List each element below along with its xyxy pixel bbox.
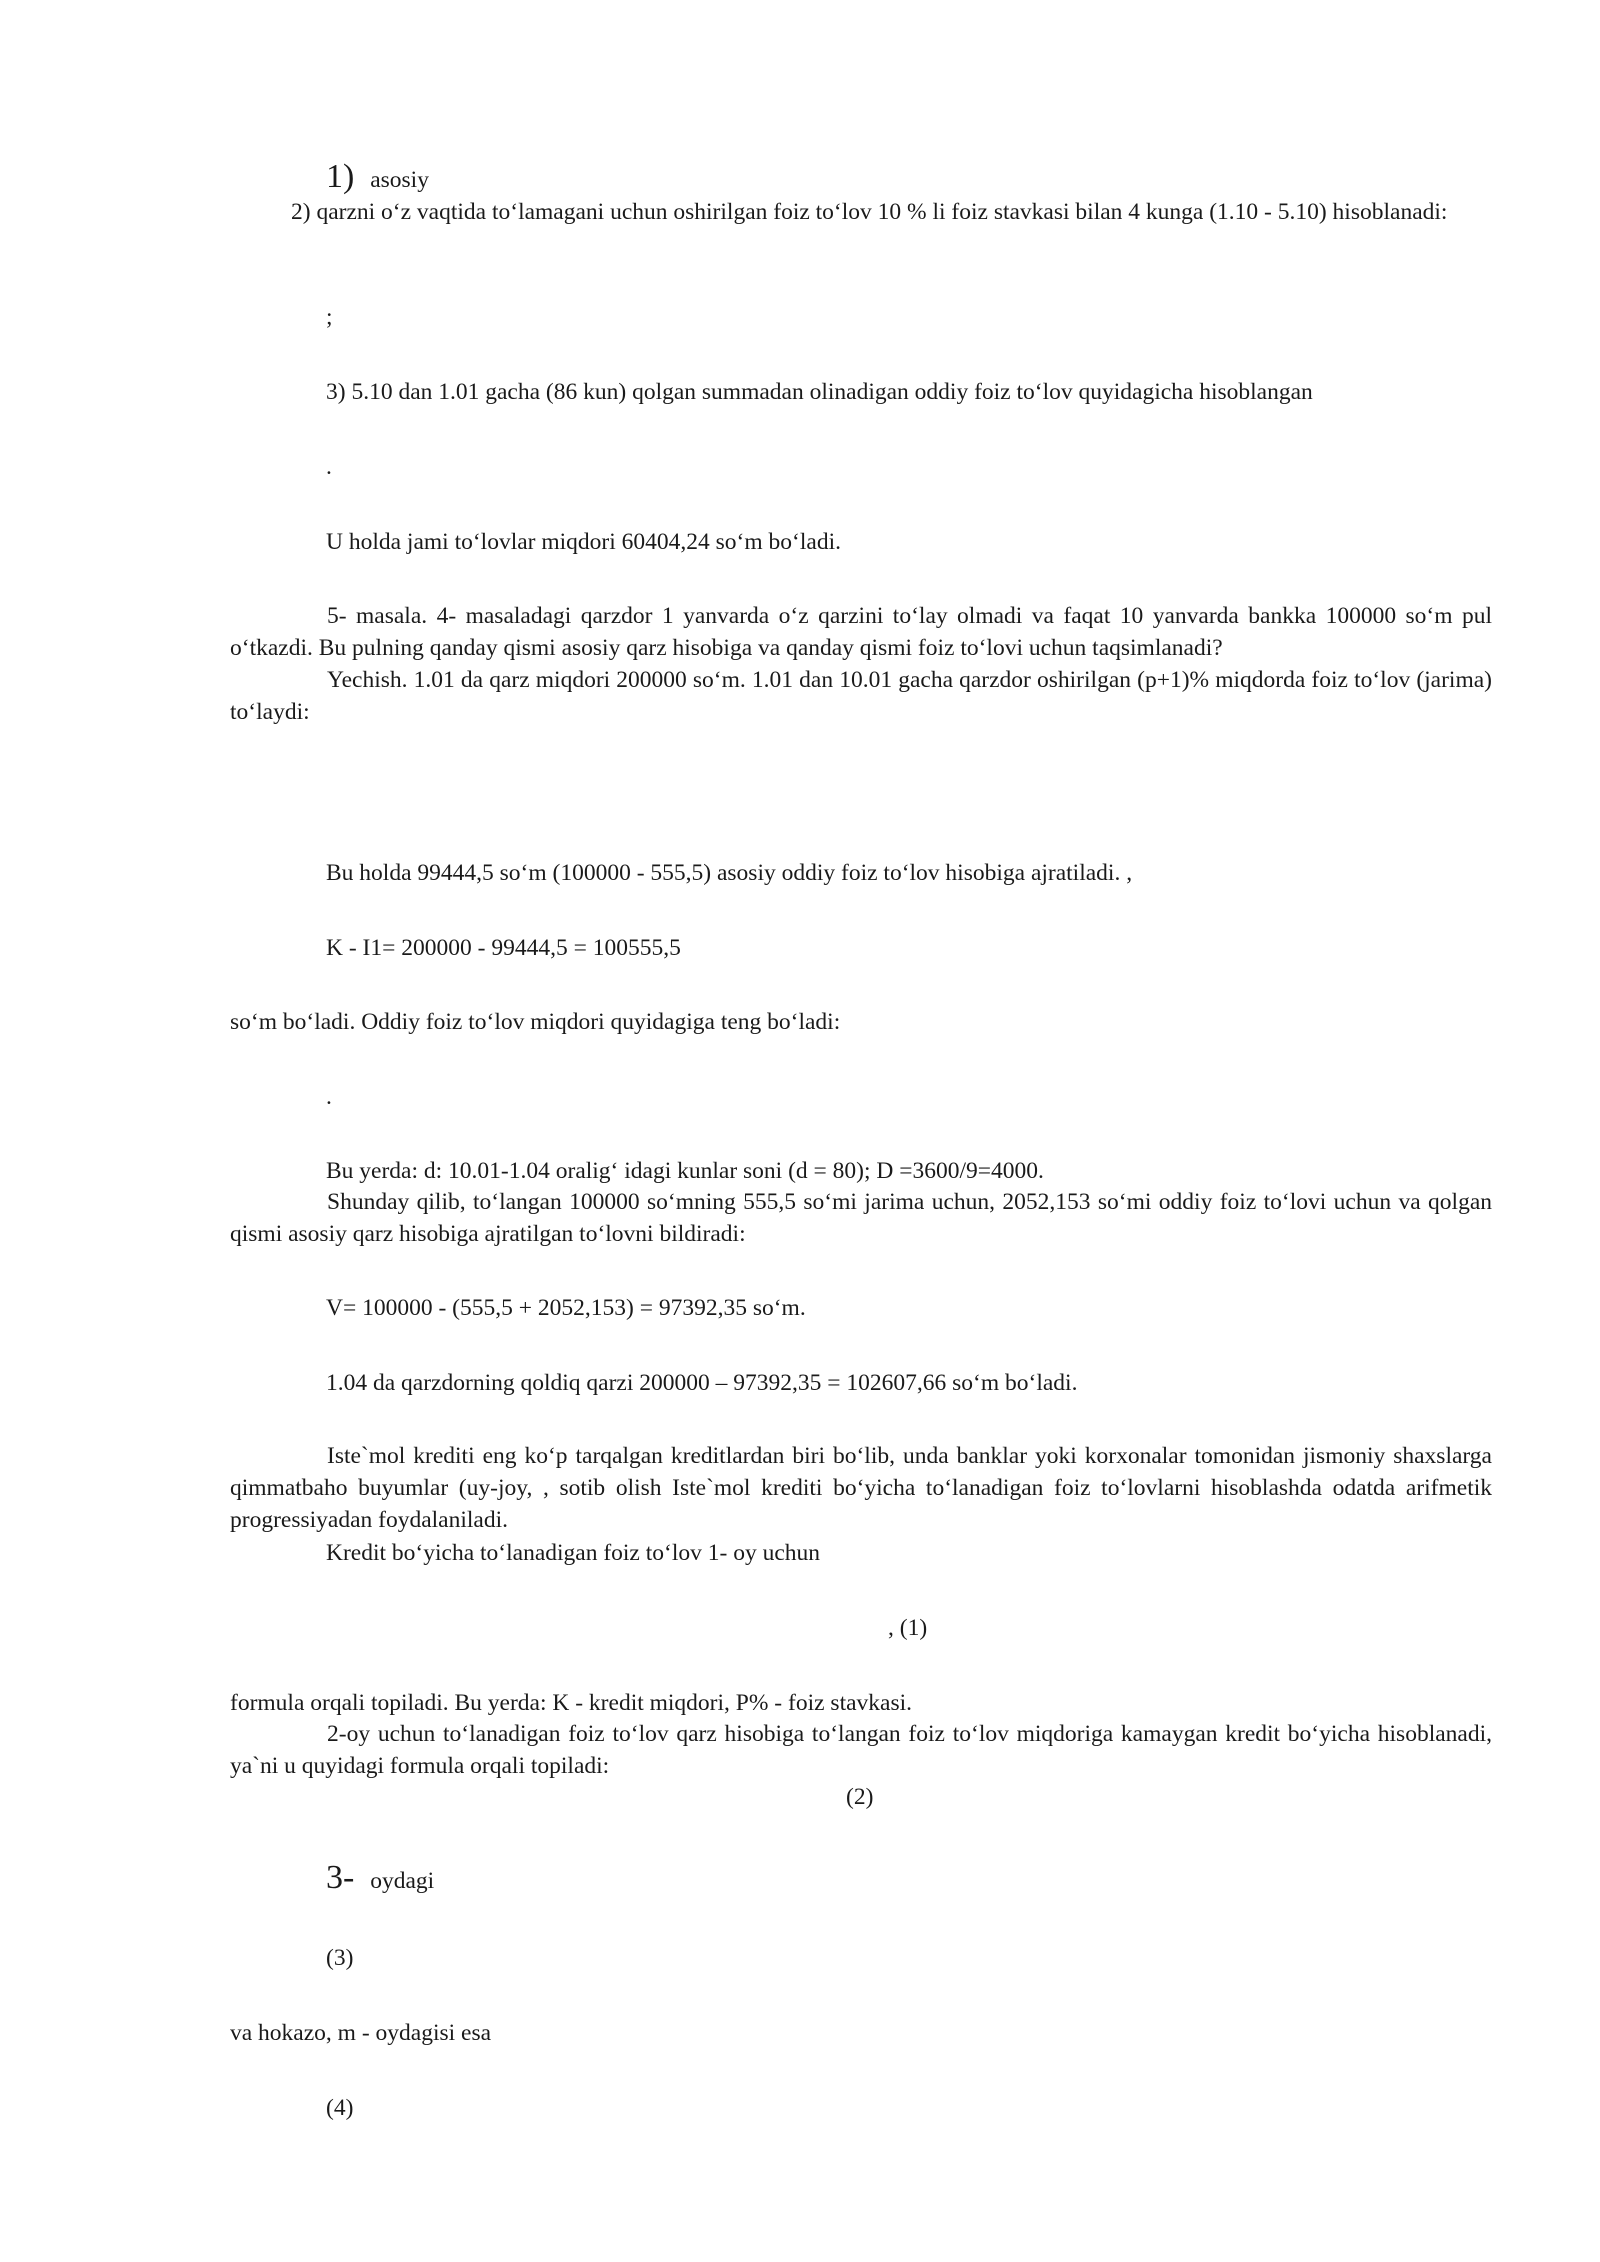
list-number: 3- bbox=[326, 1859, 355, 1896]
oy-2-paragraph: 2-oy uchun to‘lanadigan foiz to‘lov qarz hisobiga to‘langan foiz to‘lov miqdoriga kamaygan kredit bo‘yicha hisoblanadi, ya`ni u quyidagi formula orqali topiladi: bbox=[230, 1721, 1492, 1779]
list-item-1 bbox=[326, 160, 429, 194]
yechish-paragraph: Yechish. 1.01 da qarz miqdori 200000 so‘m. 1.01 dan 10.01 gacha qarzdor oshirilgan (p+1)% miqdorda foiz to‘lov (jarima) to‘laydi: bbox=[230, 667, 1492, 725]
list-number: 1) bbox=[326, 158, 355, 195]
shunday-paragraph: Shunday qilib, to‘langan 100000 so‘mning 555,5 so‘mi jarima uchun, 2052,153 so‘mi oddiy foiz to‘lovi uchun va qolgan qismi asosiy qarz hisobiga ajratilgan to‘lovni bildiradi: bbox=[230, 1189, 1492, 1247]
paragraph-3: 3) 5.10 dan 1.01 gacha (86 kun) qolgan summadan olinadigan oddiy foiz to‘lov quyidagicha hisoblangan bbox=[326, 379, 1313, 405]
buholda-line: Bu holda 99444,5 so‘m (100000 - 555,5) asosiy oddiy foiz to‘lov hisobiga ajratiladi. , bbox=[326, 860, 1133, 886]
list-text: oydagi bbox=[370, 1868, 435, 1894]
list-item-3 bbox=[326, 1861, 434, 1895]
dot-line-2: . bbox=[326, 1084, 332, 1110]
som-line: so‘m bo‘ladi. Oddiy foiz to‘lov miqdori quyidagiga teng bo‘ladi: bbox=[230, 1009, 841, 1035]
equation-2-label: (2) bbox=[846, 1784, 874, 1810]
equation-3-label: (3) bbox=[326, 1945, 354, 1971]
dot-line-1: . bbox=[326, 454, 332, 480]
masala-5-paragraph: 5- masala. 4- masaladagi qarzdor 1 yanvarda o‘z qarzini to‘lay olmadi va faqat 10 yanvarda bankka 100000 so‘m pul o‘tkazdi. Bu pulning qanday qismi asosiy qarz hisobiga va qanday qismi foiz to‘lovi uchun taqsimlanadi? bbox=[230, 603, 1492, 661]
v-formula-line: V= 100000 - (555,5 + 2052,153) = 97392,35 so‘m. bbox=[326, 1295, 806, 1321]
list-text: asosiy bbox=[370, 167, 429, 193]
formula-line: formula orqali topiladi. Bu yerda: K - kredit miqdori, P% - foiz stavkasi. bbox=[230, 1690, 913, 1716]
kredit-line: Kredit bo‘yicha to‘lanadigan foiz to‘lov 1- oy uchun bbox=[326, 1540, 821, 1566]
semicolon-line: ; bbox=[326, 304, 333, 330]
qoldiq-line: 1.04 da qarzdorning qoldiq qarzi 200000 – 97392,35 = 102607,66 so‘m bo‘ladi. bbox=[326, 1370, 1078, 1396]
equation-1-label: , (1) bbox=[888, 1615, 928, 1641]
paragraph-2: 2) qarzni o‘z vaqtida to‘lamagani uchun oshirilgan foiz to‘lov 10 % li foiz stavkasi bilan 4 kunga (1.10 - 5.10) hisoblanadi: bbox=[291, 199, 1448, 225]
buyerda-line: Bu yerda: d: 10.01-1.04 oralig‘ idagi kunlar soni (d = 80); D =3600/9=4000. bbox=[326, 1158, 1044, 1184]
k-formula-line: K - I1= 200000 - 99444,5 = 100555,5 bbox=[326, 935, 681, 961]
istemol-paragraph: Iste`mol krediti eng ko‘p tarqalgan kreditlardan biri bo‘lib, unda banklar yoki korxonalar tomonidan jismoniy shaxslarga qimmatbaho buyumlar (uy-joy, , sotib olish Iste`mol krediti bo‘yicha to‘lanadigan foiz to‘lovlarni hisoblashda odatda arifmetik progressiyadan foydalaniladi. bbox=[230, 1443, 1492, 1533]
equation-4-label: (4) bbox=[326, 2095, 354, 2121]
total-payments-line: U holda jami to‘lovlar miqdori 60404,24 so‘m bo‘ladi. bbox=[326, 529, 841, 555]
vahokazo-line: va hokazo, m - oydagisi esa bbox=[230, 2020, 492, 2046]
